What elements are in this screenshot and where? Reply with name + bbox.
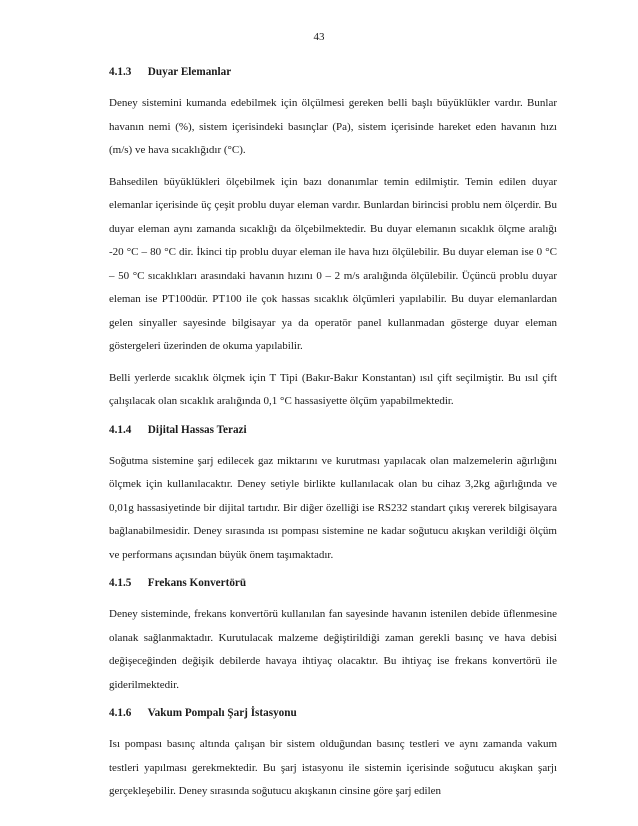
section-title: Dijital Hassas Terazi (147, 423, 247, 436)
section-dijital-hassas-terazi (109, 422, 557, 568)
section-title: Vakum Pompalı Şarj İstasyonu (147, 707, 297, 719)
section-heading (109, 575, 557, 591)
paragraph: Isı pompası basınç altında çalışan bir sistem olduğundan basınç testleri ve aynı zamanda vakum testleri yapılması gerekmektedir. Bu şarj istasyonu ile sistemin içerisinde soğutucu akışkan şarjı gerçekleşebilir. Deney sırasında soğutucu akışkanın cinsine göre şarj edilen (109, 738, 557, 797)
page-content (109, 64, 557, 812)
section-number: 4.1.3 (109, 66, 132, 78)
section-heading (109, 422, 557, 438)
paragraph: Deney sistemini kumanda edebilmek için ölçülmesi gereken belli başlı büyüklükler vardır. Bunlar havanın nemi (%), sistem içerisindeki basınçlar (Pa), sistem içerisinde hareket eden havanın hızı (m/s) ve hava sıcaklığıdır (°C). (109, 97, 557, 156)
paragraph: Deney sisteminde, frekans konvertörü kullanılan fan sayesinde havanın istenilen debide üflenmesine olanak sağlanmaktadır. Kurutulacak malzeme değiştirildiği zaman gerekli basınç ve hava debisi değişeceğinden değişik debilerde havaya ihtiyaç olacaktır. Bu ihtiyaç ise frekans konvertörü ile giderilmektedir. (109, 608, 557, 691)
section-heading (109, 64, 557, 80)
section-number: 4.1.4 (109, 423, 132, 436)
section-duyar-elemanlar (109, 64, 557, 414)
section-number: 4.1.5 (109, 577, 132, 589)
section-title: Duyar Elemanlar (147, 66, 232, 78)
section-title: Frekans Konvertörü (147, 577, 247, 589)
page-number: 43 (313, 31, 325, 43)
section-number: 4.1.6 (109, 707, 132, 719)
section-frekans-konvertoru (109, 575, 557, 697)
section-heading (109, 705, 557, 721)
paragraph: Belli yerlerde sıcaklık ölçmek için T Tipi (Bakır-Bakır Konstantan) ısıl çift seçilmiştir. Bu ısıl çift çalışılacak olan sıcaklık aralığında 0,1 °C hassasiyette ölçüm yapabilmektedir. (109, 371, 557, 407)
section-vakum-pompali-sarj-istasyonu (109, 705, 557, 804)
paragraph: Bahsedilen büyüklükleri ölçebilmek için bazı donanımlar temin edilmiştir. Temin edilen duyar elemanlar içerisinde üç çeşit problu duyar eleman vardır. Bunlardan birincisi problu nem ölçerdir. Bu duyar eleman aynı zamanda sıcaklığı da ölçebilmektedir. Bu duyar elemanın sıcaklık ölçme aralığı -20 °C – 80 °C dir. İkinci tip problu duyar eleman ile hava hızı ölçülebilir. Bu duyar eleman ise 0 °C – 50 °C sıcaklıkları arasındaki havanın hızını 0 – 2 m/s aralığında ölçülebilir. Üçüncü problu duyar eleman ise PT100dür. PT100 ile çok hassas sıcaklık ölçümleri yapılabilir. Bu duyar elemanlardan gelen sinyaller sayesinde bilgisayar ya da operatör panel kullanmadan gösterge duyar eleman göstergeleri üzerinden de okuma yapılabilir. (109, 175, 557, 352)
paragraph: Soğutma sistemine şarj edilecek gaz miktarını ve kurutması yapılacak olan malzemelerin ağırlığını ölçmek için kullanılacaktır. Deney setiyle birlikte kullanılacak olan bu cihaz 3,2kg ağırlığında ve 0,01g hassasiyetinde bir dijital tartıdır. Bir diğer özelliği ise RS232 standart çıkış vererek bilgisayara bağlanabilmesidir. Deney sırasında ısı pompası sistemine ne kadar soğutucu akışkan verildiği ölçüm ve performans açısından büyük önem taşımaktadır. (109, 454, 557, 561)
